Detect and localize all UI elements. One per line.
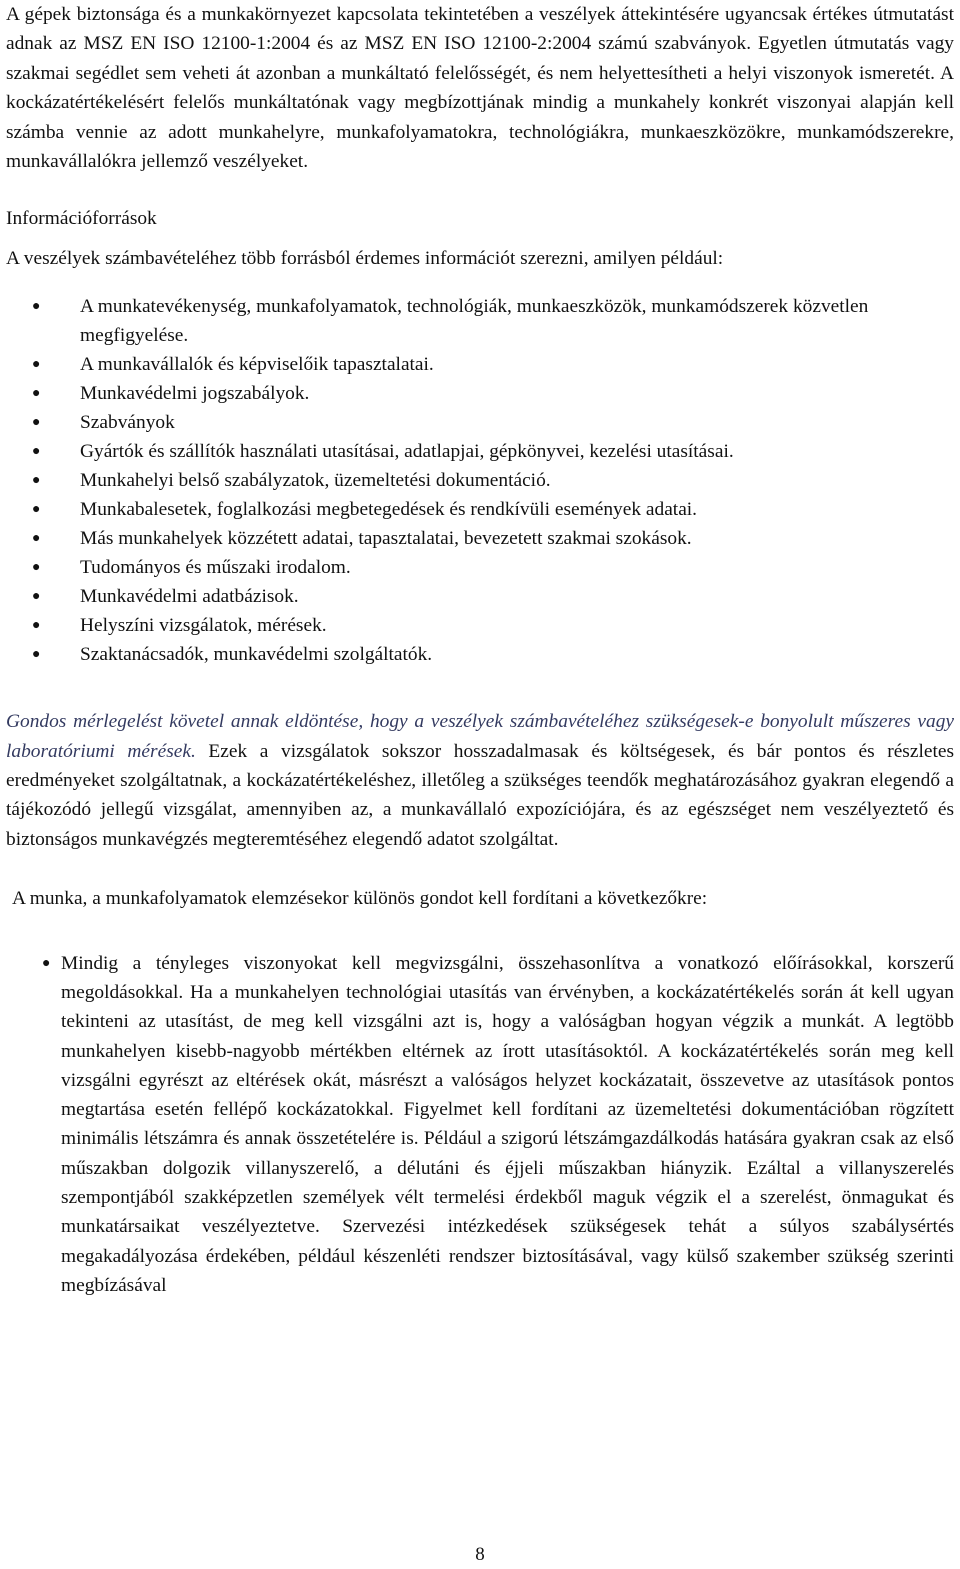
page-number: 8 bbox=[475, 1544, 485, 1565]
bullet-icon: ● bbox=[32, 386, 41, 402]
intro-paragraph: A gépek biztonsága és a munkakörnyezet kapcsolata tekintetében a veszélyek áttekintésére ugyancsak értékes útmutatást adnak az MSZ EN ISO 12100-1:2004 és az MSZ EN ISO 12100-2:2004 számú szabványok. Egyetlen útmutatás vagy szakmai segédlet sem veheti át azonban a munkáltató felelősségét, és nem helyettesítheti a helyi viszonyok ismeretét. A kockázatértékelésért felelős munkáltatónak vagy megbízottjának mindig a munkahely konkrét viszonyai alapján kell számba vennie az adott munkahelyre, munkafolyamatokra, technológiákra, munkaeszközökre, munkamódszerekre, munkavállalókra jellemző veszélyeket. bbox=[6, 4, 954, 173]
information-sources-intro: A veszélyek számbavételéhez több forrásból érdemes információt szerezni, amilyen például: bbox=[6, 247, 724, 269]
bullet-icon: ● bbox=[32, 560, 41, 576]
work-analysis-list bbox=[6, 949, 954, 1301]
bullet-icon: ● bbox=[32, 444, 41, 460]
bullet-icon: ● bbox=[32, 618, 41, 634]
list-item bbox=[6, 292, 954, 350]
list-item-text: Szabványok bbox=[80, 412, 175, 434]
bullet-icon: ● bbox=[32, 502, 41, 518]
bullet-icon: ● bbox=[32, 415, 41, 431]
list-item bbox=[6, 553, 954, 582]
bullet-icon: ● bbox=[32, 299, 41, 315]
bullet-icon: ● bbox=[32, 357, 41, 373]
measurement-paragraph bbox=[6, 707, 954, 854]
list-item-text: Munkavédelmi jogszabályok. bbox=[80, 383, 310, 405]
measurement-paragraph-lead: Gondos mérlegelést követel annak eldöntése, hogy a veszélyek számbavételéhez szükségesek-e bonyolult műszeres vagy laboratóriumi mérések. bbox=[6, 711, 954, 762]
bullet-icon: ● bbox=[32, 647, 41, 663]
list-item bbox=[6, 408, 954, 437]
list-item-text: Munkavédelmi adatbázisok. bbox=[80, 586, 299, 608]
list-item bbox=[6, 350, 954, 379]
list-item bbox=[6, 495, 954, 524]
list-item-text: Tudományos és műszaki irodalom. bbox=[80, 557, 351, 579]
measurement-paragraph-rest: Ezek a vizsgálatok sokszor hosszadalmasak és költségesek, és bár pontos és részletes eredményeket szolgáltatnak, a kockázatértékeléshez, illetőleg a szükséges teendők meghatározásához gyakran elegendő a tájékozódó jellegű vizsgálat, amennyiben az, a munkavállaló expozíciójára, és az egészséget nem veszélyeztető és biztonságos munkavégzés megteremtéséhez elegendő adatot szolgáltat. bbox=[6, 740, 954, 850]
list-item-text: A munkavállalók és képviselőik tapasztalatai. bbox=[80, 354, 434, 376]
list-item-text: Helyszíni vizsgálatok, mérések. bbox=[80, 615, 327, 637]
section-heading-information-sources: Információforrások bbox=[6, 208, 157, 230]
list-item bbox=[6, 466, 954, 495]
list-item bbox=[6, 640, 954, 669]
bullet-icon: ● bbox=[32, 531, 41, 547]
list-item bbox=[6, 949, 954, 1301]
bullet-icon: ● bbox=[42, 955, 51, 971]
list-item bbox=[6, 582, 954, 611]
list-item-text: Más munkahelyek közzétett adatai, tapasztalatai, bevezetett szakmai szokások. bbox=[80, 528, 692, 550]
list-item bbox=[6, 524, 954, 553]
bullet-icon: ● bbox=[32, 473, 41, 489]
list-item-text: A munkatevékenység, munkafolyamatok, technológiák, munkaeszközök, munkamódszerek közvetlen megfigyelése. bbox=[80, 296, 869, 347]
document-page bbox=[6, 0, 954, 1300]
list-item-text: Gyártók és szállítók használati utasításai, adatlapjai, gépkönyvei, kezelési utasításai. bbox=[80, 441, 734, 463]
list-item-text: Munkabalesetek, foglalkozási megbetegedések és rendkívüli események adatai. bbox=[80, 499, 698, 521]
information-sources-list bbox=[6, 292, 954, 669]
bullet-icon: ● bbox=[32, 589, 41, 605]
list-item-text: Munkahelyi belső szabályzatok, üzemeltetési dokumentáció. bbox=[80, 470, 551, 492]
work-analysis-intro: A munka, a munkafolyamatok elemzésekor különös gondot kell fordítani a következőkre: bbox=[12, 888, 708, 910]
list-item bbox=[6, 379, 954, 408]
list-item-text: Szaktanácsadók, munkavédelmi szolgáltatók. bbox=[80, 644, 433, 666]
list-item bbox=[6, 437, 954, 466]
list-item-text: Mindig a tényleges viszonyokat kell megvizsgálni, összehasonlítva a vonatkozó előírásokkal, korszerű megoldásokkal. Ha a munkahelyen technológiai utasítás van érvényben, a kockázatértékelés során át kell ugyan tekinteni az utasítást, de meg kell vizsgálni azt is, hogy a valóságban hogyan végzik a munkát. A legtöbb munkahelyen kisebb-nagyobb mértékben eltérnek az írott utasításoktól. A kockázatértékelés során meg kell vizsgálni egyrészt az eltérések okát, másrészt a valóságos helyzet kockázatait, összevetve az utasítások pontos megtartása esetén fellépő kockázatokkal. Figyelmet kell fordítani az üzemeltetési dokumentációban rögzített minimális létszámra és annak összetételére is. Például a szigorú létszámgazdálkodás hatására gyakran csak az első műszakban dolgozik villanyszerelő, a délutáni és éjjeli műszakban hiányzik. Ezáltal a villanyszerelés szempontjából szakképzetlen személyek vélt termelési érdekből maguk végzik el a szerelést, önmagukat és munkatársaikat veszélyeztetve. Szervezési intézkedések szükségesek tehát a súlyos szabálysértés megakadályozása érdekében, például készenléti rendszer biztosításával, vagy külső szakember szükség szerinti megbízásával bbox=[61, 952, 954, 1296]
list-item bbox=[6, 611, 954, 640]
